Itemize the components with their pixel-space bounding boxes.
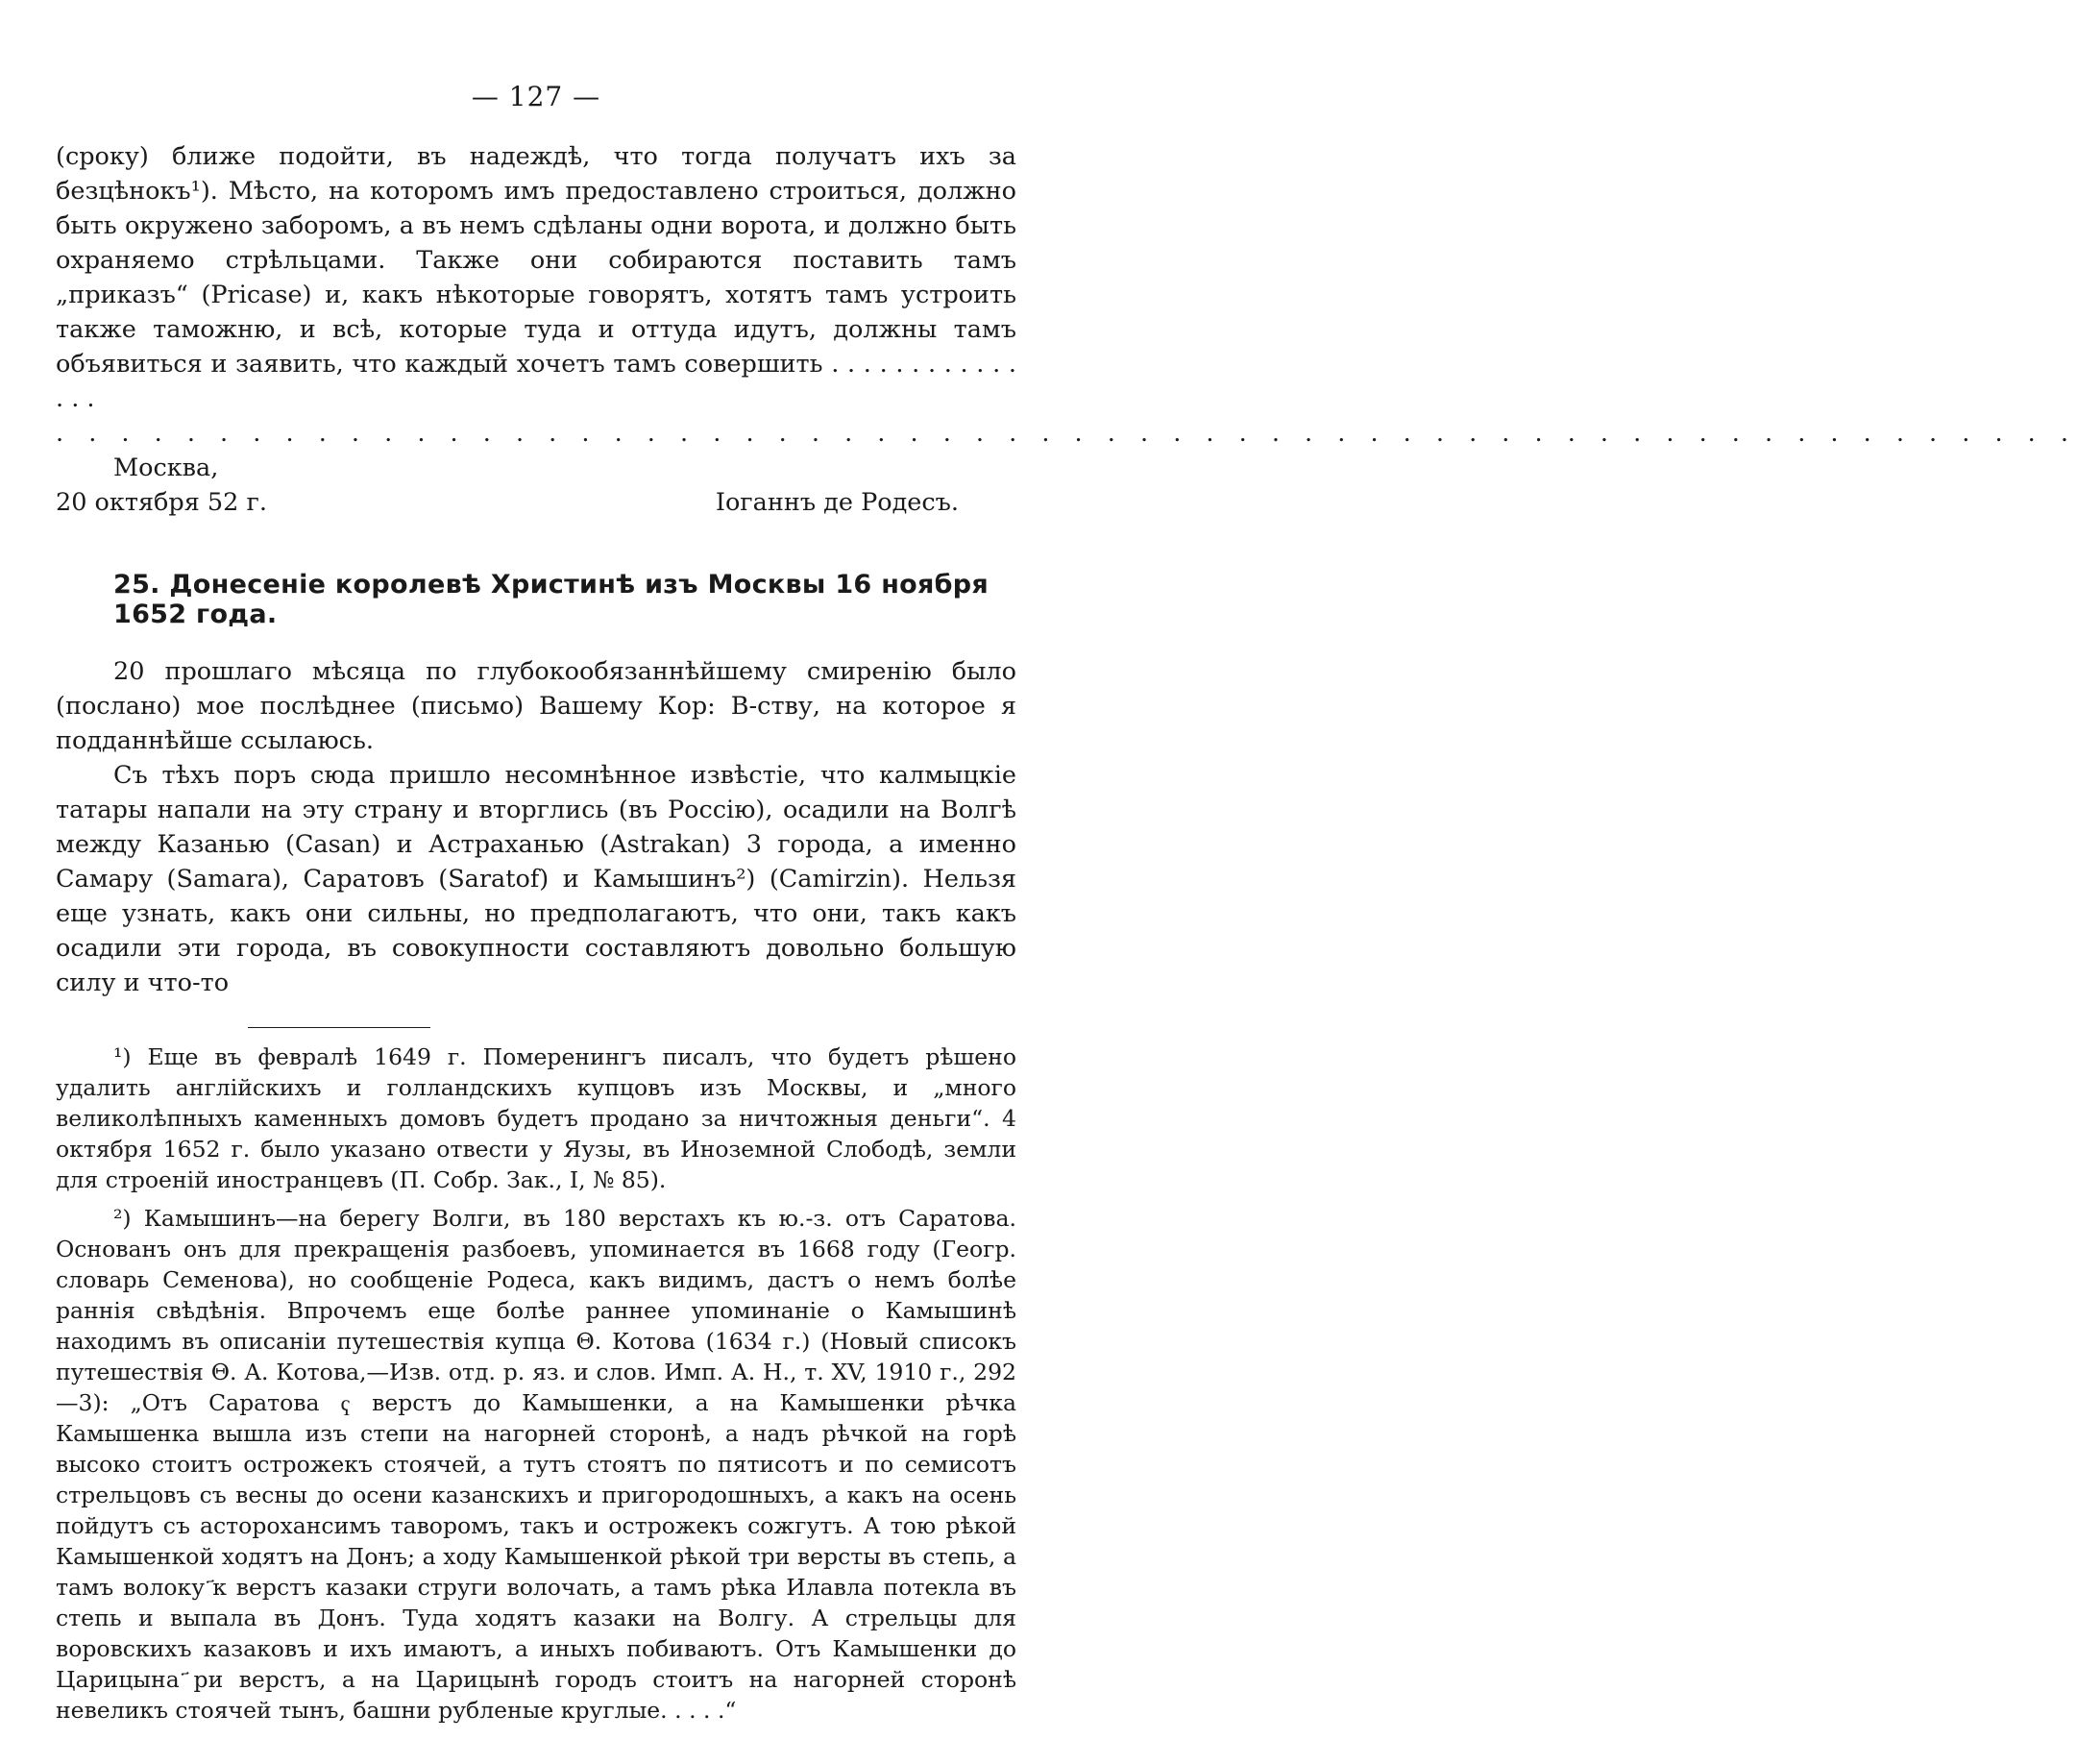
footnote-divider	[248, 1027, 430, 1028]
signature-author: Іоганнъ де Родесъ.	[715, 488, 959, 517]
ellipsis-line: . . . . . . . . . . . . . . . . . . . . . . . . . . . . . . . . . . . . . . . . . . . . . . . . . . . . . . . . . . . . . .	[56, 419, 2077, 448]
book-page	[56, 81, 2077, 1726]
page-number: — 127 —	[471, 81, 601, 112]
section-heading: 25. Донесеніе королевѣ Христинѣ изъ Москвы 16 ноября 1652 года.	[113, 570, 990, 629]
signature-row	[56, 485, 1016, 520]
paragraph: Съ тѣхъ поръ сюда пришло несомнѣнное извѣстіе, что калмыцкіе татары напали на эту страну и вторглись (въ Россію), осадили на Волгѣ между Казанью (Casan) и Астраханью (Astrakan) 3 города, а именно Самару (Samara), Саратовъ (Saratof) и Камышинъ²) (Camirzin). Нельзя еще узнать, какъ они сильны, но предполагаютъ, что они, такъ какъ осадили эти города, въ совокупности составляютъ довольно большую силу и что-то	[56, 761, 1016, 997]
signature-place: Москва,	[113, 453, 219, 482]
paragraph: 20 прошлаго мѣсяца по глубокообязаннѣйшему смиренію было (послано) мое послѣднее (письмо) Вашему Кор: В-ству, на которое я подданнѣйше ссылаюсь.	[56, 657, 1016, 755]
footnote: ²) Камышинъ—на берегу Волги, въ 180 верстахъ къ ю.-з. отъ Саратова. Основанъ онъ для прекращенія разбоевъ, упоминается въ 1668 году (Геогр. словарь Семенова), но сообщеніе Родеса, какъ видимъ, дастъ о немъ болѣе раннія свѣдѣнія. Впрочемъ еще болѣе раннее упоминаніе о Камышинѣ находимъ въ описаніи путешествія купца Θ. Котова (1634 г.) (Новый списокъ путешествія Θ. А. Котова,—Изв. отд. р. яз. и слов. Имп. А. Н., т. XV, 1910 г., 292—3): „Отъ Саратова ҁ верстъ до Камышенки, а на Камышенки рѣчка Камышенка вышла изъ степи на нагорней сторонѣ, а надъ рѣчкой на горѣ высоко стоитъ острожекъ стоячей, а тутъ стоятъ по пятисотъ и по семисотъ стрельцовъ съ весны до осени казанскихъ и пригородошныхъ, а какъ на осень пойдутъ съ асторохансимъ таворомъ, такъ и острожекъ сожгутъ. А тою рѣкой Камышенкой ходятъ на Донъ; а ходу Камышенкой рѣкой три версты въ степь, а тамъ волоку ҃к верстъ казаки струги волочать, а тамъ рѣка Илавла потекла въ степь и выпала въ Донъ. Туда ходятъ казаки на Волгу. А стрельцы для воровскихъ казаковъ и ихъ имаютъ, а иныхъ побиваютъ. Отъ Камышенки до Царицына ҃ри верстъ, а на Царицынѣ городъ стоитъ на нагорней сторонѣ невеликъ стоячей тынъ, башни рубленые круглые. . . . .“	[56, 1205, 1016, 1724]
signature-date: 20 октября 52 г.	[56, 488, 267, 517]
footnote: ¹) Еще въ февралѣ 1649 г. Померенингъ писалъ, что будетъ рѣшено удалить англійскихъ и голландскихъ купцовъ изъ Москвы, и „много великолѣпныхъ каменныхъ домовъ будетъ продано за ничтожныя деньги“. 4 октября 1652 г. было указано отвести у Яузы, въ Иноземной Слободѣ, земли для строеній иностранцевъ (П. Собр. Зак., I, № 85).	[56, 1043, 1016, 1193]
continued-text: (сроку) ближе подойти, въ надеждѣ, что тогда получатъ ихъ за безцѣнокъ¹). Мѣсто, на которомъ имъ предоставлено строиться, должно быть окружено заборомъ, а въ немъ сдѣланы одни ворота, и должно быть охраняемо стрѣльцами. Также они собираются поставить тамъ „приказъ“ (Pricase) и, какъ нѣкоторые говорятъ, хотятъ тамъ устроить также таможню, и всѣ, которые туда и оттуда идутъ, должны тамъ объявиться и заявить, что каждый хочетъ тамъ совершить . . . . . . . . . . . . . . .	[56, 142, 1016, 413]
